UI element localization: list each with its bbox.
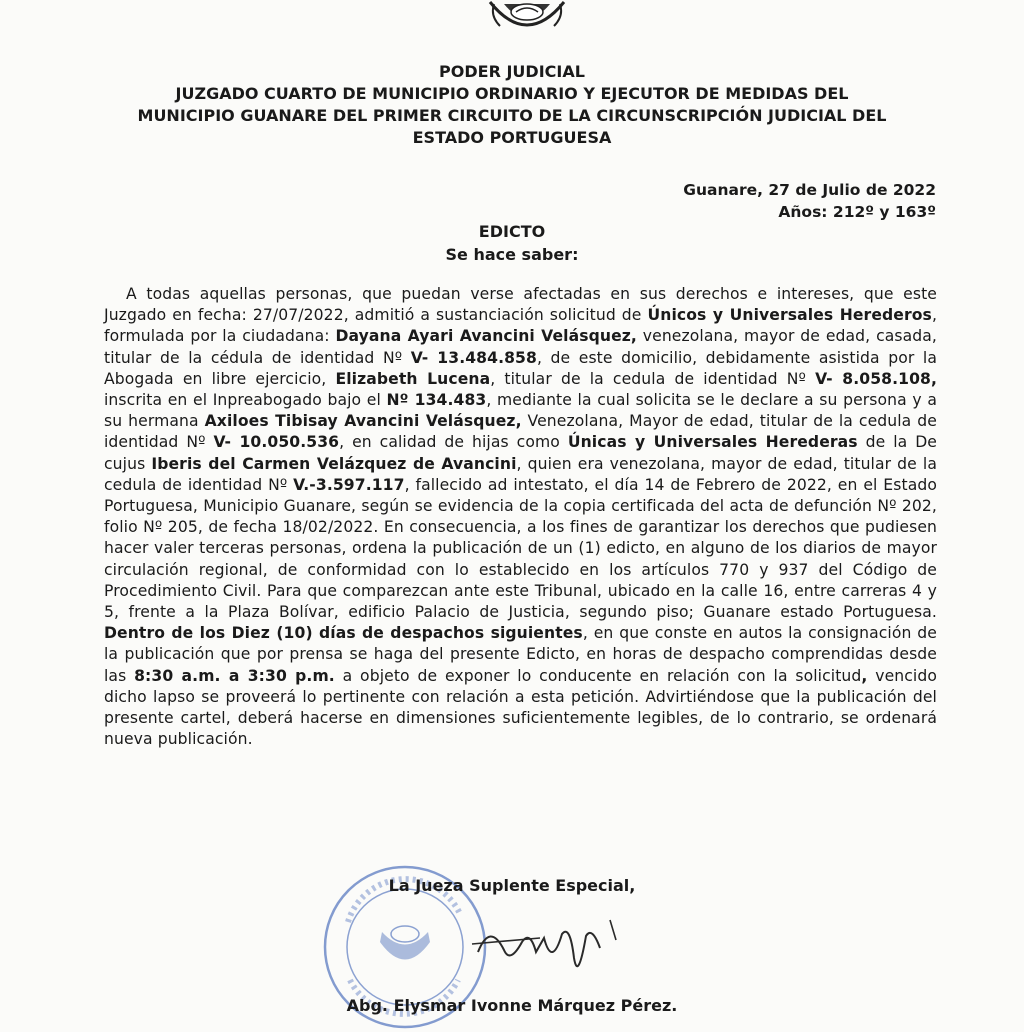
- body-bold-11: V.-3.597.117: [293, 475, 405, 494]
- body-bold-5: V- 8.058.108,: [815, 369, 937, 388]
- body-bold-10: Iberis del Carmen Velázquez de Avancini: [151, 454, 517, 473]
- signatory-name: Abg. Elysmar Ivonne Márquez Pérez.: [346, 996, 678, 1015]
- header-line-3: MUNICIPIO GUANARE DEL PRIMER CIRCUITO DE LA CIRCUNSCRIPCIÓN JUDICIAL DEL: [137, 106, 887, 125]
- body-bold-7: Axiloes Tibisay Avancini Velásquez,: [204, 412, 522, 431]
- body-bold-13: 8:30 a.m. a 3:30 p.m.: [134, 666, 335, 685]
- header-line-4: ESTADO PORTUGUESA: [412, 128, 612, 147]
- handwritten-signature-icon: [470, 912, 630, 992]
- body-bold-1: Únicos y Universales Herederos: [647, 306, 932, 325]
- body-text-14: a objeto de exponer lo conducente en relación con la solicitud: [334, 666, 862, 685]
- body-text-13: , en que conste en autos la consignación de la publicación que por prensa se haga del presente Edicto, en horas de despacho comprendidas desde las: [104, 624, 937, 685]
- body-text-9: , en calidad de hijas como: [339, 433, 568, 452]
- body-bold-12: Dentro de los Diez (10) días de despachos siguientes: [104, 624, 583, 643]
- body-bold-4: Elizabeth Lucena: [335, 369, 491, 388]
- years-line: Años: 212º y 163º: [778, 203, 936, 221]
- body-text-12: , fallecido ad intestato, el día 14 de Febrero de 2022, en el Estado Portuguesa, Municipio Guanare, según se evidencia de la copia certificada del acta de defunción Nº 202, folio Nº 205, de fecha 18/02/2022. En consecuencia, a los fines de garantizar los derechos que pudiesen hacer valer terceras personas, ordena la publicación de un (1) edicto, en alguno de los diarios de mayor circulación regional, de conformidad con lo establecido en los artículos 770 y 937 del Código de Procedimiento Civil. Para que comparezcan ante este Tribunal, ubicado en la calle 16, entre carreras 4 y 5, frente a la Plaza Bolívar, edificio Palacio de Justicia, segundo piso; Guanare estado Portuguesa.: [104, 475, 937, 622]
- document-title: EDICTO: [478, 222, 546, 241]
- edict-body: [104, 284, 937, 750]
- body-text-15: vencido dicho lapso se proveerá lo pertinente con relación a esta petición. Advirtiéndose que la publicación del presente cartel, deberá hacerse en dimensiones suficientemente legibles, de lo contrario, se ordenará nueva publicación.: [104, 666, 937, 749]
- body-bold-14: ,: [861, 666, 868, 685]
- signature-title: La Jueza Suplente Especial,: [388, 876, 636, 895]
- body-text-1: A todas aquellas personas, que puedan verse afectadas en sus derechos e intereses, que este Juzgado en fecha: 27/07/2022, admitió a sustanciación solicitud de: [104, 285, 937, 325]
- body-bold-2: Dayana Ayari Avancini Velásquez,: [335, 327, 637, 346]
- body-text-8: Venezolana, Mayor de edad, titular de la cedula de identidad Nº: [104, 412, 937, 452]
- body-text-4: , de este domicilio, debidamente asistida por la Abogada en libre ejercicio,: [104, 348, 937, 388]
- body-text-10: de la De cujus: [104, 433, 937, 473]
- body-bold-8: V- 10.050.536: [213, 433, 340, 452]
- coat-of-arms-icon: [486, 0, 568, 40]
- document-subtitle: Se hace saber:: [445, 245, 579, 264]
- body-text-11: , quien era venezolana, mayor de edad, titular de la cedula de identidad Nº: [104, 454, 937, 494]
- edict-paragraph: [104, 284, 937, 750]
- body-bold-6: Nº 134.483: [386, 391, 487, 410]
- header-line-1: PODER JUDICIAL: [439, 62, 585, 81]
- body-bold-9: Únicas y Universales Herederas: [567, 433, 858, 452]
- body-text-2: , formulada por la ciudadana:: [104, 306, 937, 346]
- header-line-2: JUZGADO CUARTO DE MUNICIPIO ORDINARIO Y EJECUTOR DE MEDIDAS DEL: [175, 84, 849, 103]
- body-text-7: , mediante la cual solicita se le declare a su persona y a su hermana: [104, 391, 937, 431]
- date-line: Guanare, 27 de Julio de 2022: [683, 181, 936, 199]
- body-text-3: venezolana, mayor de edad, casada, titular de la cédula de identidad Nº: [104, 327, 937, 367]
- body-text-5: , titular de la cedula de identidad Nº: [490, 369, 816, 388]
- body-text-6: inscrita en el Inpreabogado bajo el: [104, 391, 387, 410]
- body-bold-3: V- 13.484.858: [410, 348, 537, 367]
